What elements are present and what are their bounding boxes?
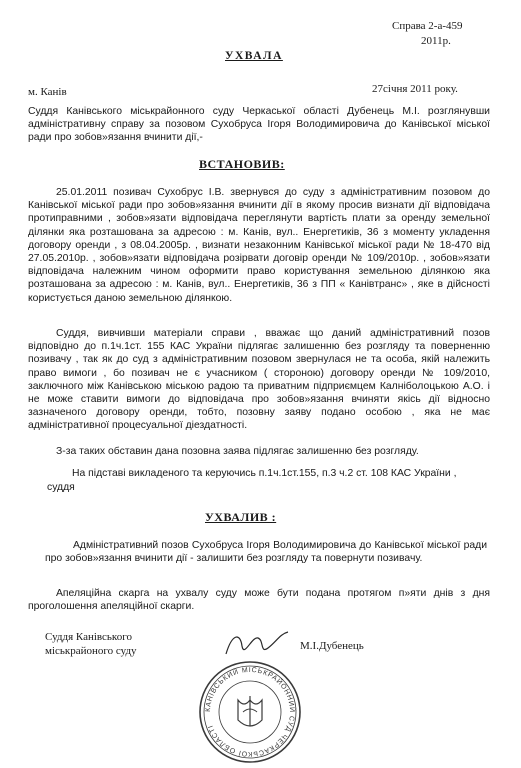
city: м. Канів	[28, 86, 67, 98]
document-date: 27січня 2011 року.	[372, 83, 458, 95]
resolved-heading: УХВАЛИВ :	[205, 510, 277, 524]
signature-title-line-1: Суддя Канівського	[45, 631, 132, 643]
document-title: УХВАЛА	[225, 50, 283, 62]
established-paragraph-2: Суддя, вивчивши матеріали справи , вважає що даний адміністративний позов відповідно до п.1ч.1ст. 155 КАС України підлягає залишенню без розгляду та поверненню позивачу , так як до суд з адміністративним позовом звернулася не та особа, якій належить право вимоги , бо позивач не є учасником ( стороною) договору оренди № 109/2010, заключного між Канівською міською радою та приватним підприємцем Калніболоцькою А.О. і не може ставити вимоги до відповідача про зобов»язання вчиняти якісь дії відносно зазначеного договору оренди, тобто, позовну заяву подано особою , яка не має адміністративної процесуальної діездатності.	[28, 328, 490, 432]
established-heading: ВСТАНОВИВ:	[199, 157, 285, 171]
legal-basis-end: суддя	[47, 482, 75, 493]
signature-title-line-2: міськрайоного суду	[45, 645, 137, 657]
judge-name: М.І.Дубенець	[300, 640, 364, 652]
resolved-paragraph: Адміністративний позов Сухобруса Ігоря Володимировича до Канівської міської ради про зобов»язання вчинити дії - залишити без розгляду та повернути позивачу.	[45, 540, 487, 565]
established-paragraph-3: З-за таких обставин дана позовна заява підлягає залишенню без розгляду.	[56, 446, 419, 457]
court-seal-icon	[198, 660, 302, 764]
legal-basis: На підставі викладеного та керуючись п.1ч.1ст.155, п.3 ч.2 ст. 108 КАС України ,	[72, 468, 457, 479]
case-number: Справа 2-а-459	[392, 20, 463, 32]
appeal-paragraph: Апеляційна скарга на ухвалу суду може бути подана протягом п»яти днів з дня проголошення апеляційної скарги.	[28, 588, 490, 613]
case-year: 2011р.	[421, 35, 451, 47]
intro-paragraph: Суддя Канівського міськрайонного суду Черкаської області Дубенець М.І. розглянувши адміністративну справу за позовом Сухобруса Ігоря Володимировича до Канівської міської ради про зобов»язання вчинити дії,-	[28, 106, 490, 144]
established-paragraph-1: 25.01.2011 позивач Сухобрус І.В. звернувся до суду з адміністративним позовом до Канівської міської ради про зобов»язання вчинити дії в якому просив визнати дії відповідача протиправними , зобов»язати відповідача переглянути вартість плати за оренду земельної ділянки яка розташована за адресою : м. Канів, вул.. Енергетиків, 36 з моменту укладення договору оренди , з 08.04.2005р. , визнати незаконним Канівської міської ради № 18-470 від 27.05.2010р. , зобов»язати відповідача розірвати договір оренди № 109/2010р. , зобов»язати відповідача належним чином оформити право користування земельною ділянкою яка розташована за адресою : м. Канів, вул.. Енергетиків, 36 з ПП « Канівтранс» , яке в дійсності користується даною земельною ділянкою.	[28, 187, 490, 304]
svg-text:КАНІВСЬКИЙ МІСЬКРАЙОННИЙ СУД Ч: КАНІВСЬКИЙ МІСЬКРАЙОННИЙ СУД ЧЕРКАСЬКОЇ ОБЛАСТІ	[204, 666, 296, 758]
judge-signature	[222, 624, 292, 664]
